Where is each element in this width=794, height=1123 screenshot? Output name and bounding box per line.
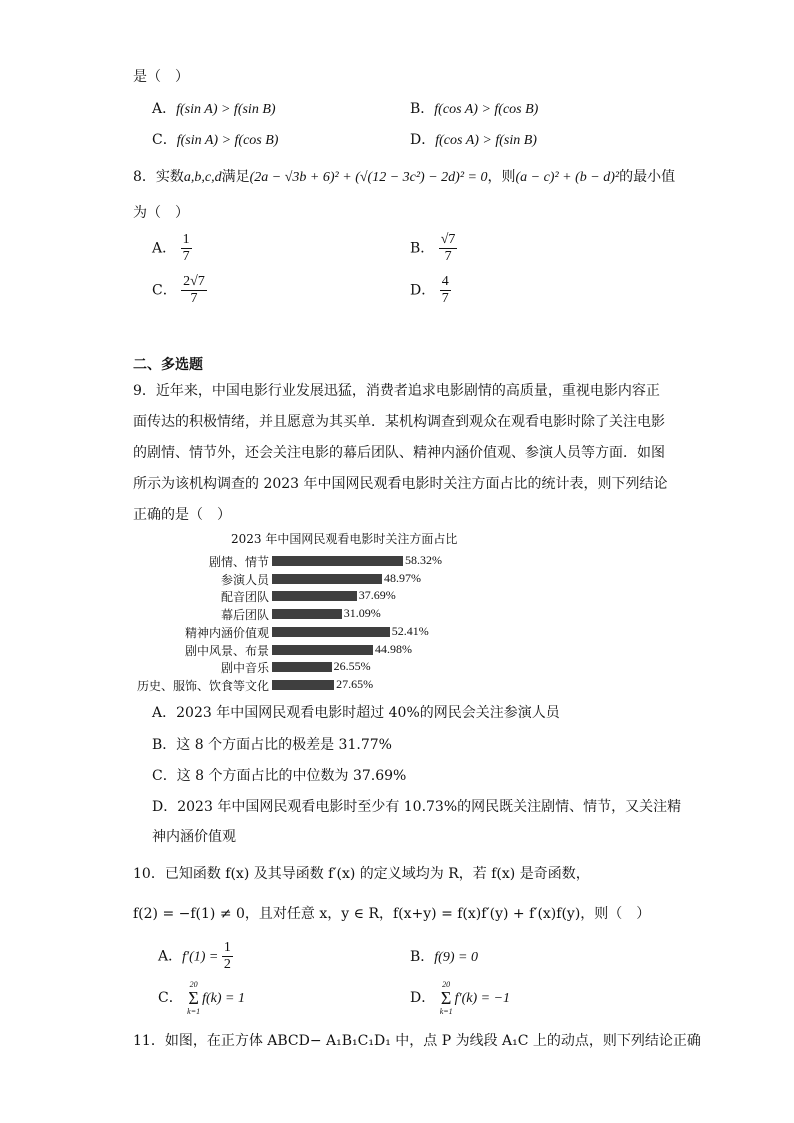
q7-tail: 是（ ） (133, 69, 189, 85)
bar (272, 627, 390, 637)
bar (272, 591, 357, 601)
q10-option-b: B．f(9) = 0 (410, 949, 478, 965)
bar-label: 历史、服饰、饮食等文化 (136, 678, 269, 693)
chart-title: 2023 年中国网民观看电影时关注方面占比 (231, 532, 458, 546)
q10-option-c: C． 20 Σ k=1 f(k) = 1 (158, 980, 245, 1016)
bar-value-label: 26.55% (333, 659, 371, 674)
bar-label: 剧中风景、布景 (184, 643, 269, 658)
q9-line-4: 所示为该机构调查的 2023 年中国网民观看电影时关注方面占比的统计表，则下列结论 (133, 476, 668, 492)
bar-label: 配音团队 (220, 590, 269, 605)
bar-value-label: 48.97% (384, 570, 421, 585)
q7-option-c: C．f(sin A) > f(cos B) (152, 132, 279, 148)
section-heading: 二、多选题 (133, 357, 203, 373)
bar-label: 参演人员 (220, 572, 269, 587)
q8-stem-line2: 为（ ） (133, 205, 189, 221)
bar (272, 556, 403, 566)
q9-line-5: 正确的是（ ） (133, 507, 231, 523)
bar-label: 精神内涵价值观 (184, 625, 269, 640)
q9-option-c: C．这 8 个方面占比的中位数为 37.69% (152, 768, 407, 784)
sigma-icon: 20 Σ k=1 (439, 980, 453, 1016)
q8-stem: 8．实数a,b,c,d满足(2a − √3b + 6)² + (√(12 − 3c²) − 2d)² = 0，则(a − c)² + (b − d)²的最小值 (133, 169, 676, 185)
bar-value-label: 52.41% (391, 623, 429, 638)
q10-line-1: 10．已知函数 f(x) 及其导函数 f′(x) 的定义域均为 R，若 f(x) 是奇函数， (133, 866, 590, 882)
bar-value-label: 31.09% (343, 606, 381, 621)
q8-option-b: B． $\frac{√7}{7}$ (410, 232, 456, 264)
bar (272, 645, 373, 655)
bar-label: 剧中音乐 (220, 661, 269, 676)
q9-line-2: 面传达的积极情绪，并且愿意为其买单．某机构调查到观众在观看电影时除了关注电影 (133, 414, 665, 430)
q10-line-2: f(2) = −f(1) ≠ 0，且对任意 x，y ∈ R，f(x+y) = f(x)f′(y) + f′(x)f(y)，则（ ） (133, 906, 651, 922)
q9-option-b: B．这 8 个方面占比的极差是 31.77% (152, 737, 392, 753)
bar-value-label: 37.69% (358, 588, 396, 603)
bar-value-label: 27.65% (336, 676, 374, 691)
q11-line-1: 11．如图，在正方体 ABCD− A₁B₁C₁D₁ 中，点 P 为线段 A₁C 上的动点，则下列结论正确 (133, 1033, 701, 1049)
q7-option-d: D．f(cos A) > f(sin B) (410, 132, 537, 148)
q8-option-d: D． $\frac{4}{7}$ (410, 274, 449, 306)
bar (272, 680, 334, 690)
bar-label: 剧情、情节 (208, 555, 269, 569)
bar-value-label: 44.98% (375, 641, 412, 656)
q9-line-1: 9．近年来，中国电影行业发展迅猛，消费者追求电影剧情的高质量，重视电影内容正 (133, 383, 660, 399)
q9-line-3: 的剧情、情节外，还会关注电影的幕后团队、精神内涵价值观、参演人员等方面．如图 (133, 445, 665, 461)
bar-label: 幕后团队 (220, 608, 269, 623)
bar (272, 609, 342, 619)
bar (272, 662, 332, 672)
q7-option-b: B．f(cos A) > f(cos B) (410, 101, 539, 117)
q10-option-d: D． 20 Σ k=1 f′(k) = −1 (410, 980, 511, 1016)
q8-option-c: C． $\frac{2√7}{7}$ (152, 274, 205, 306)
q8-option-a: A． $\frac{1}{7}$ (152, 232, 190, 264)
sigma-icon: 20 Σ k=1 (187, 980, 201, 1016)
bar-value-label: 58.32% (405, 553, 442, 567)
bar (272, 574, 382, 584)
q10-option-a: A．f′(1) = $\frac{1}{2}$ (158, 940, 231, 972)
q7-option-a: A．f(sin A) > f(sin B) (152, 101, 276, 117)
q9-option-d: D．2023 年中国网民观看电影时至少有 10.73%的网民既关注剧情、情节，又关注精 (152, 799, 682, 815)
q9-option-d-cont: 神内涵价值观 (152, 829, 236, 845)
q9-option-a: A．2023 年中国网民观看电影时超过 40%的网民会关注参演人员 (152, 705, 560, 721)
